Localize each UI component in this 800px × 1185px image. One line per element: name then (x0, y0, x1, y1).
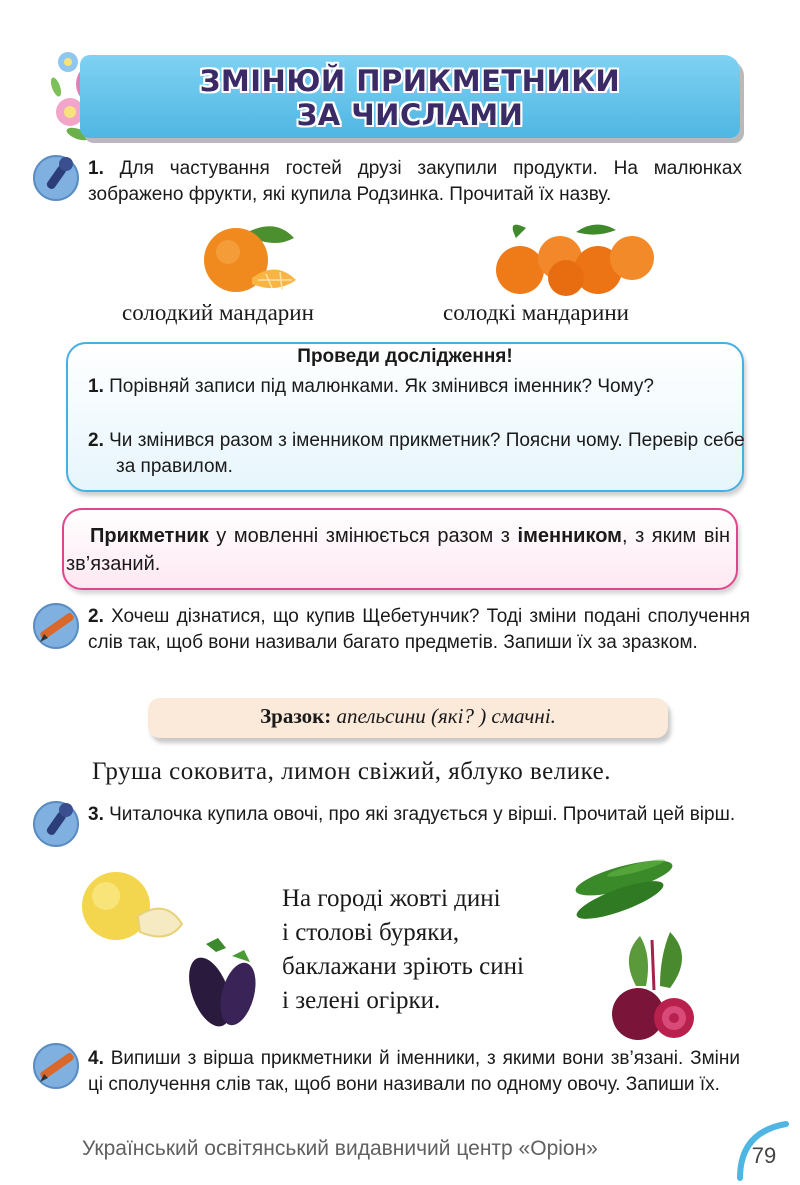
eggplant-image (176, 934, 268, 1030)
rule-bold-noun: іменником (517, 525, 622, 547)
mandarins-image (486, 218, 662, 298)
task-1-number: 1. (88, 158, 104, 179)
rule-text-2: , з яким він зв’язаний. (66, 525, 730, 575)
rule-text-1: у мовленні змінюється разом з (208, 525, 518, 547)
rule-text (66, 522, 730, 578)
mandarin-image (196, 218, 306, 296)
title-line-2: ЗА ЧИСЛАМИ (296, 98, 524, 132)
sample-text: апельсини (які? ) смачні. (336, 704, 556, 728)
research-item-2-text: Чи змінився разом з іменником прикметник? Поясни чому. Перевір себе за правилом. (109, 430, 745, 477)
phrase-line: Груша соковита, лимон свіжий, яблуко велике. (92, 758, 611, 785)
caption-left: солодкий мандарин (122, 300, 314, 325)
task-3-text: Читалочка купила овочі, про які згадується у вірші. Прочитай цей вірш. (109, 804, 736, 825)
page-number: 79 (751, 1143, 777, 1168)
melon-image (76, 868, 186, 948)
task-2-number: 2. (88, 606, 104, 627)
cucumber-image (566, 848, 682, 924)
poem-line-4: і зелені огірки. (282, 987, 441, 1014)
caption-right: солодкі мандарини (443, 300, 629, 325)
page-title (80, 64, 740, 132)
poem (282, 882, 524, 1018)
task-2 (88, 604, 750, 656)
research-item-1 (88, 374, 756, 400)
pen-icon-2 (30, 1038, 84, 1092)
poem-line-1: На городі жовті дині (282, 885, 501, 912)
task-4-number: 4. (88, 1048, 104, 1069)
research-heading: Проведи дослідження! (297, 346, 513, 367)
task-3 (88, 802, 750, 828)
task-2-text: Хочеш дізнатися, що купив Щебетунчик? Тоді зміни подані сполучення слів так, щоб вони називали багато предметів. Запиши їх за зразком. (88, 606, 750, 653)
publisher-footer: Український освітянський видавничий центр «Оріон» (82, 1137, 598, 1160)
task-4 (88, 1046, 740, 1098)
pen-icon (30, 598, 84, 652)
poem-line-3: баклажани зріють сині (282, 953, 524, 980)
research-item-2 (88, 428, 756, 480)
title-line-1: ЗМІНЮЙ ПРИКМЕТНИКИ (199, 64, 621, 98)
research-item-1-number: 1. (88, 376, 104, 397)
sample-label: Зразок: (260, 704, 332, 728)
task-1-text: Для частування гостей друзі закупили продукти. На малюнках зображено фрукти, які купила Родзинка. Прочитай їх назву. (88, 158, 742, 205)
task-1 (88, 156, 742, 208)
research-item-1-text: Порівняй записи під малюнками. Як змінився іменник? Чому? (109, 376, 654, 397)
poem-line-2: і столові буряки, (282, 919, 460, 946)
research-item-2-number: 2. (88, 430, 104, 451)
rule-bold-adjective: Прикметник (90, 525, 209, 547)
task-3-number: 3. (88, 804, 104, 825)
task-4-text: Випиши з вірша прикметники й іменники, з якими вони зв’язані. Зміни ці сполучення слів так, щоб вони називали по одному овочу. Запиши їх. (88, 1048, 741, 1095)
sample-line (148, 704, 668, 729)
microphone-icon (30, 150, 84, 204)
microphone-icon-2 (30, 796, 84, 850)
beetroot-image (590, 926, 710, 1044)
